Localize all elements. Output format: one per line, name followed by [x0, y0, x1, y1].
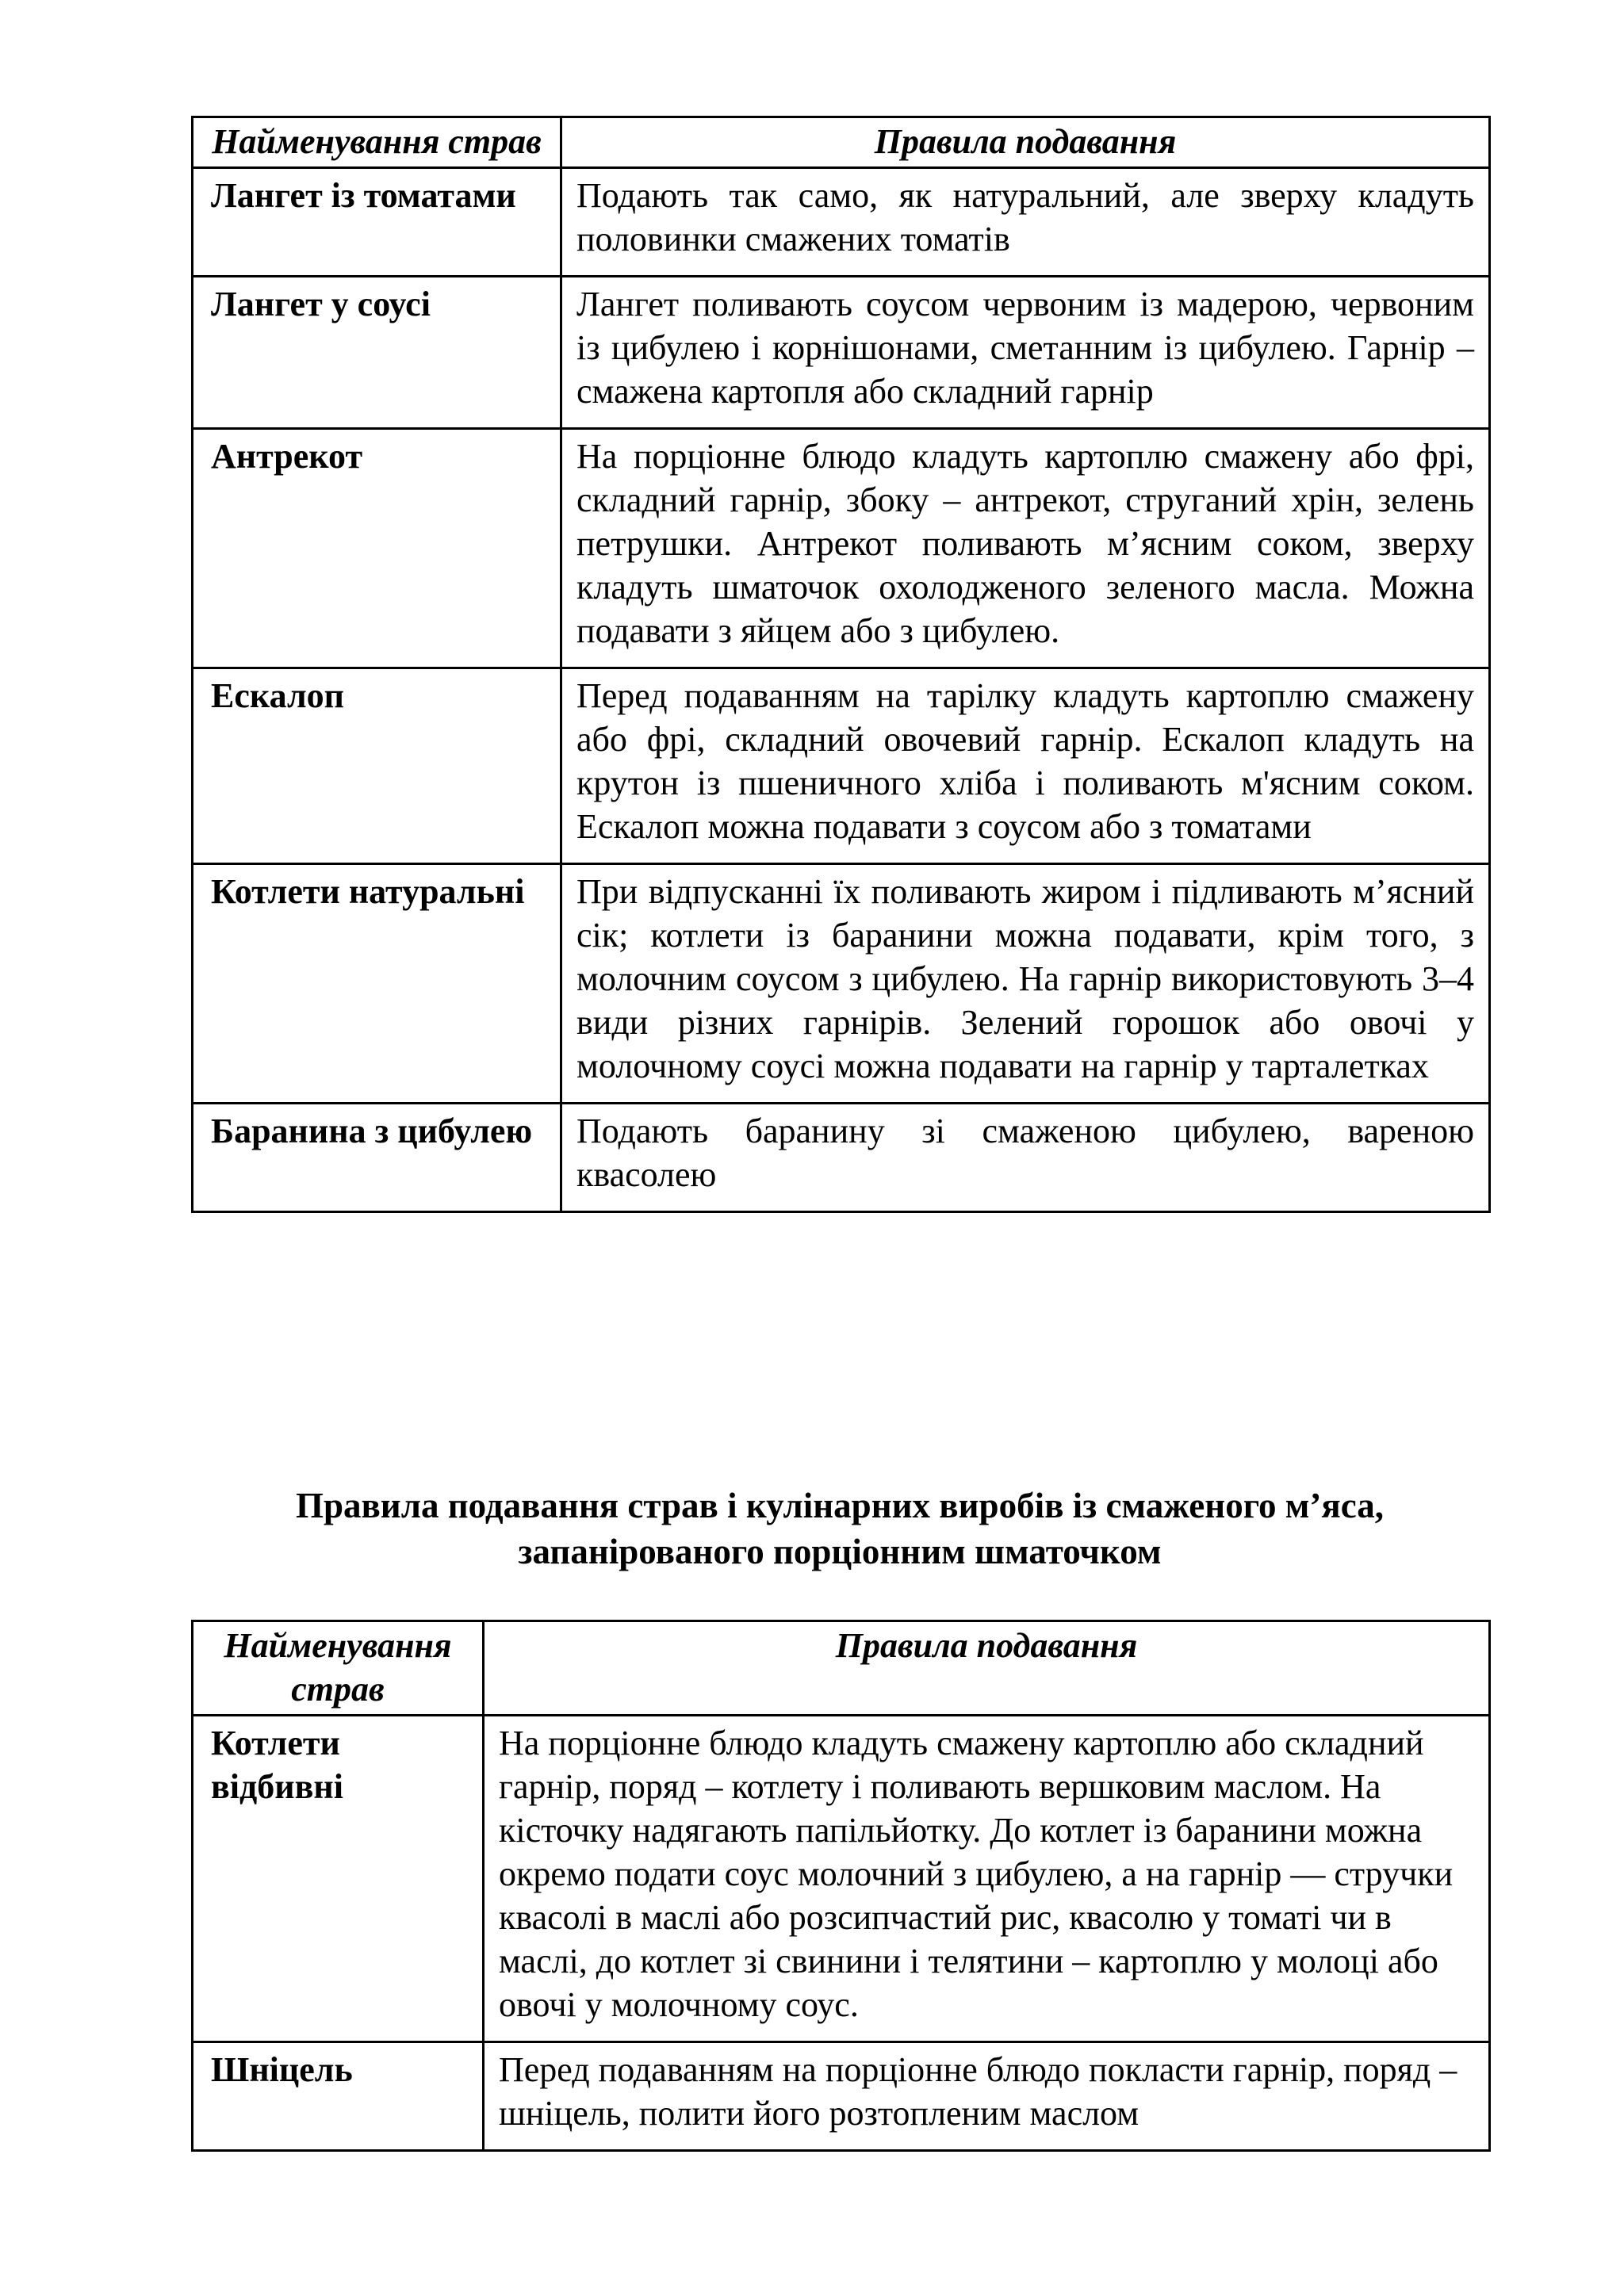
dish-name: Котлети натуральні — [193, 864, 561, 1104]
serving-rule: Перед подаванням на тарілку кладуть картоплю смажену або фрі, складний овочевий гарнір. Ескалоп кладуть на крутон із пшеничного хліба і поливають м'ясним соком. Ескалоп можна подавати з соусом або з томатами — [561, 668, 1490, 864]
serving-rule: На порціонне блюдо кладуть смажену картоплю або складний гарнір, поряд – котлету і поливають вершковим маслом. На кісточку надягають папільйотку. До котлет із баранини можна окремо подати соус молочний з цибулею, а на гарнір — стручки квасолі в маслі або розсипчастий рис, квасолю у томаті чи в маслі, до котлет зі свинини і телятини – картоплю у молоці або овочі у молочному соус. — [484, 1716, 1490, 2042]
serving-rule: Лангет поливають соусом червоним із мадерою, червоним із цибулею і корнішонами, сметанним із цибулею. Гарнір – смажена картопля або складний гарнір — [561, 277, 1490, 429]
serving-rule: Подають баранину зі смаженою цибулею, вареною квасолею — [561, 1104, 1490, 1212]
table-row — [193, 168, 1490, 277]
header-dish-name: Найменування страв — [193, 117, 561, 168]
table-row — [193, 864, 1490, 1104]
serving-rule: При відпусканні їх поливають жиром і підливають м’ясний сік; котлети із баранини можна подавати, крім того, з молочним соусом з цибулею. На гарнір використовують 3–4 види різних гарнірів. Зелений горошок або овочі у молочному соусі можна подавати на гарнір у тарталетках — [561, 864, 1490, 1104]
dish-name: Антрекот — [193, 429, 561, 668]
dish-name: Лангет із томатами — [193, 168, 561, 277]
table-row — [193, 277, 1490, 429]
table-row — [193, 668, 1490, 864]
dish-name: Баранина з цибулею — [193, 1104, 561, 1212]
serving-rule: Подають так само, як натуральний, але зверху кладуть половинки смажених томатів — [561, 168, 1490, 277]
serving-rule: Перед подаванням на порціонне блюдо покласти гарнір, поряд – шніцель, полити його розтопленим маслом — [484, 2042, 1490, 2151]
header-dish-name: Найменування страв — [193, 1621, 484, 1716]
dish-name: Лангет у соусі — [193, 277, 561, 429]
serving-rules-table-2 — [191, 1620, 1491, 2152]
table-row — [193, 1716, 1490, 2042]
section-title: Правила подавання страв і кулінарних виробів із смаженого м’яса, запанірованого порціонним шматочком — [295, 1486, 1385, 1571]
table-row — [193, 429, 1490, 668]
dish-name: Котлети відбивні — [193, 1716, 484, 2042]
header-serving-rules: Правила подавання — [484, 1621, 1490, 1716]
serving-rules-table-1 — [191, 116, 1491, 1213]
dish-name: Ескалоп — [193, 668, 561, 864]
table-row — [193, 2042, 1490, 2151]
table-row — [193, 1104, 1490, 1212]
dish-name: Шніцель — [193, 2042, 484, 2151]
serving-rule: На порціонне блюдо кладуть картоплю смажену або фрі, складний гарнір, збоку – антрекот, струганий хрін, зелень петрушки. Антрекот поливають м’ясним соком, зверху кладуть шматочок охолодженого зеленого масла. Можна подавати з яйцем або з цибулею. — [561, 429, 1490, 668]
header-serving-rules: Правила подавання — [561, 117, 1490, 168]
table-header-row — [193, 1621, 1490, 1716]
table-header-row — [193, 117, 1490, 168]
